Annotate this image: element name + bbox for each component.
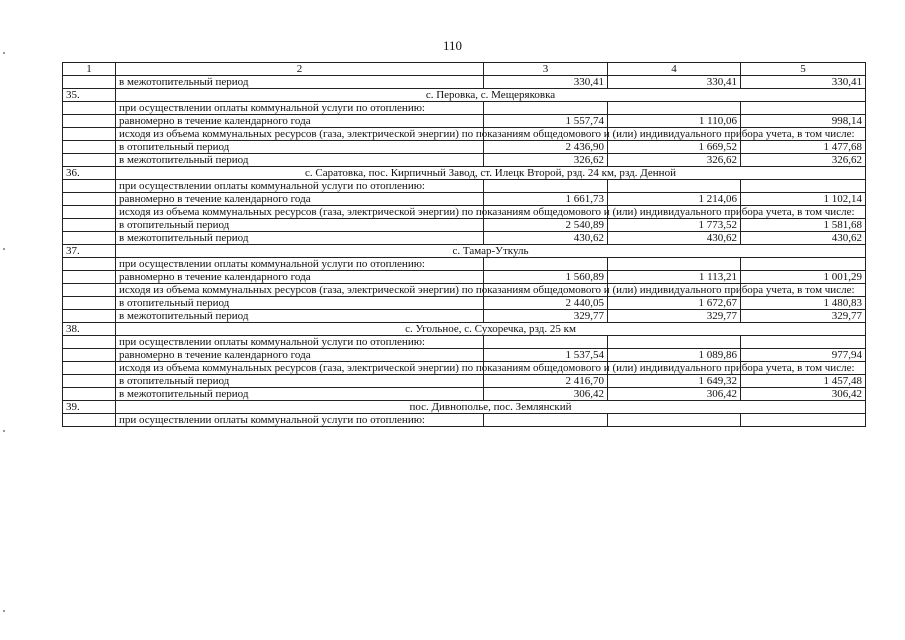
- value-col-3: 330,41: [484, 76, 608, 89]
- table-row: [63, 102, 866, 115]
- value-col-4: 329,77: [608, 310, 741, 323]
- value-col-5: 329,77: [741, 310, 866, 323]
- header-col-4: 4: [608, 63, 741, 76]
- row-description: в межотопительный период: [116, 310, 484, 323]
- row-description: исходя из объема коммунальных ресурсов (газа, электрической энергии) по показаниям общедомового и (или) индивидуального прибора учета, в том числе:: [116, 128, 484, 141]
- row-description: равномерно в течение календарного года: [116, 271, 484, 284]
- row-number: [63, 297, 116, 310]
- row-number: [63, 128, 116, 141]
- value-col-5: 1 581,68: [741, 219, 866, 232]
- margin-mark: [3, 52, 5, 54]
- settlement-name: с. Угольное, с. Сухоречка, рзд. 25 км: [116, 323, 866, 336]
- value-col-4: [608, 258, 741, 271]
- value-col-3: 2 440,05: [484, 297, 608, 310]
- value-col-3: 2 436,90: [484, 141, 608, 154]
- row-description: при осуществлении оплаты коммунальной услуги по отоплению:: [116, 414, 484, 427]
- value-col-4: 326,62: [608, 154, 741, 167]
- table-row: [63, 180, 866, 193]
- margin-mark: [3, 430, 5, 432]
- row-description: при осуществлении оплаты коммунальной услуги по отоплению:: [116, 336, 484, 349]
- table-row: [63, 414, 866, 427]
- table-row: [63, 349, 866, 362]
- value-col-5: [741, 102, 866, 115]
- row-number: 39.: [63, 401, 116, 414]
- value-col-4: 430,62: [608, 232, 741, 245]
- value-col-4: [608, 102, 741, 115]
- value-col-4: 1 669,52: [608, 141, 741, 154]
- row-number: [63, 115, 116, 128]
- table-row: [63, 336, 866, 349]
- row-number: 37.: [63, 245, 116, 258]
- header-col-1: 1: [63, 63, 116, 76]
- value-col-5: [741, 258, 866, 271]
- row-number: [63, 375, 116, 388]
- settlement-title-row: [63, 401, 866, 414]
- value-col-5: [741, 414, 866, 427]
- row-number: [63, 310, 116, 323]
- value-col-4: 1 110,06: [608, 115, 741, 128]
- row-number: [63, 193, 116, 206]
- value-col-3: 2 416,70: [484, 375, 608, 388]
- settlement-title-row: [63, 89, 866, 102]
- value-col-4: 306,42: [608, 388, 741, 401]
- row-description: в отопительный период: [116, 219, 484, 232]
- table-row: [63, 154, 866, 167]
- value-col-5: 430,62: [741, 232, 866, 245]
- table-row: [63, 219, 866, 232]
- row-number: [63, 336, 116, 349]
- value-col-5: [741, 336, 866, 349]
- header-col-5: 5: [741, 63, 866, 76]
- value-col-4: [608, 336, 741, 349]
- value-col-5: 1 102,14: [741, 193, 866, 206]
- table-row: [63, 388, 866, 401]
- table-row: [63, 284, 866, 297]
- value-col-3: 1 537,54: [484, 349, 608, 362]
- header-row: [63, 63, 866, 76]
- table-row: [63, 310, 866, 323]
- table-row: [63, 258, 866, 271]
- row-description: при осуществлении оплаты коммунальной услуги по отоплению:: [116, 102, 484, 115]
- row-description: исходя из объема коммунальных ресурсов (газа, электрической энергии) по показаниям общедомового и (или) индивидуального прибора учета, в том числе:: [116, 284, 484, 297]
- row-number: [63, 271, 116, 284]
- row-number: [63, 414, 116, 427]
- value-col-4: 1 113,21: [608, 271, 741, 284]
- value-col-4: [608, 180, 741, 193]
- value-col-4: 1 214,06: [608, 193, 741, 206]
- value-col-3: [484, 258, 608, 271]
- settlement-title-row: [63, 167, 866, 180]
- header-col-3: 3: [484, 63, 608, 76]
- header-col-2: 2: [116, 63, 484, 76]
- settlement-name: с. Перовка, с. Мещеряковка: [116, 89, 866, 102]
- value-col-3: 430,62: [484, 232, 608, 245]
- row-description: равномерно в течение календарного года: [116, 349, 484, 362]
- row-description: в межотопительный период: [116, 154, 484, 167]
- table-row: [63, 271, 866, 284]
- value-col-4: 330,41: [608, 76, 741, 89]
- row-number: 35.: [63, 89, 116, 102]
- settlement-title-row: [63, 245, 866, 258]
- value-col-5: 998,14: [741, 115, 866, 128]
- row-number: [63, 180, 116, 193]
- row-number: [63, 232, 116, 245]
- page-number: 110: [442, 38, 463, 53]
- settlement-name: с. Саратовка, пос. Кирпичный Завод, ст. Илецк Второй, рзд. 24 км, рзд. Денной: [116, 167, 866, 180]
- value-col-3: 306,42: [484, 388, 608, 401]
- row-description: в отопительный период: [116, 375, 484, 388]
- value-col-5: 1 457,48: [741, 375, 866, 388]
- table-row: [63, 115, 866, 128]
- value-col-4: [608, 414, 741, 427]
- row-description: исходя из объема коммунальных ресурсов (газа, электрической энергии) по показаниям общедомового и (или) индивидуального прибора учета, в том числе:: [116, 206, 484, 219]
- row-description: исходя из объема коммунальных ресурсов (газа, электрической энергии) по показаниям общедомового и (или) индивидуального прибора учета, в том числе:: [116, 362, 484, 375]
- value-col-3: 1 560,89: [484, 271, 608, 284]
- row-description: в межотопительный период: [116, 232, 484, 245]
- value-col-4: 1 089,86: [608, 349, 741, 362]
- value-col-3: 326,62: [484, 154, 608, 167]
- value-col-3: [484, 180, 608, 193]
- value-col-4: 1 672,67: [608, 297, 741, 310]
- table-row: [63, 76, 866, 89]
- table-row: [63, 141, 866, 154]
- value-col-5: 1 477,68: [741, 141, 866, 154]
- row-number: [63, 258, 116, 271]
- row-number: [63, 219, 116, 232]
- row-number: [63, 284, 116, 297]
- value-col-3: [484, 336, 608, 349]
- row-description: в отопительный период: [116, 141, 484, 154]
- value-col-5: 330,41: [741, 76, 866, 89]
- table-row: [63, 232, 866, 245]
- value-col-4: 1 773,52: [608, 219, 741, 232]
- tariff-table: [62, 62, 866, 427]
- row-description: в межотопительный период: [116, 388, 484, 401]
- row-description: равномерно в течение календарного года: [116, 115, 484, 128]
- table-row: [63, 297, 866, 310]
- row-description: при осуществлении оплаты коммунальной услуги по отоплению:: [116, 258, 484, 271]
- row-number: 38.: [63, 323, 116, 336]
- value-col-3: [484, 102, 608, 115]
- row-number: [63, 76, 116, 89]
- row-number: [63, 349, 116, 362]
- row-number: [63, 141, 116, 154]
- value-col-3: [484, 414, 608, 427]
- value-col-5: 306,42: [741, 388, 866, 401]
- table-row: [63, 128, 866, 141]
- table-row: [63, 193, 866, 206]
- margin-mark: [3, 610, 5, 612]
- row-number: 36.: [63, 167, 116, 180]
- row-number: [63, 206, 116, 219]
- value-col-5: 1 480,83: [741, 297, 866, 310]
- value-col-3: 2 540,89: [484, 219, 608, 232]
- value-col-5: [741, 180, 866, 193]
- row-description: равномерно в течение календарного года: [116, 193, 484, 206]
- value-col-4: 1 649,32: [608, 375, 741, 388]
- table-row: [63, 206, 866, 219]
- margin-mark: [3, 248, 5, 250]
- row-number: [63, 102, 116, 115]
- value-col-3: 1 557,74: [484, 115, 608, 128]
- settlement-title-row: [63, 323, 866, 336]
- value-col-3: 1 661,73: [484, 193, 608, 206]
- row-description: в отопительный период: [116, 297, 484, 310]
- row-description: в межотопительный период: [116, 76, 484, 89]
- settlement-name: с. Тамар-Уткуль: [116, 245, 866, 258]
- table-row: [63, 375, 866, 388]
- row-number: [63, 388, 116, 401]
- value-col-5: 1 001,29: [741, 271, 866, 284]
- value-col-5: 977,94: [741, 349, 866, 362]
- value-col-3: 329,77: [484, 310, 608, 323]
- row-number: [63, 362, 116, 375]
- table-row: [63, 362, 866, 375]
- value-col-5: 326,62: [741, 154, 866, 167]
- row-number: [63, 154, 116, 167]
- settlement-name: пос. Дивнополье, пос. Землянский: [116, 401, 866, 414]
- tariff-table-body: [63, 63, 866, 427]
- row-description: при осуществлении оплаты коммунальной услуги по отоплению:: [116, 180, 484, 193]
